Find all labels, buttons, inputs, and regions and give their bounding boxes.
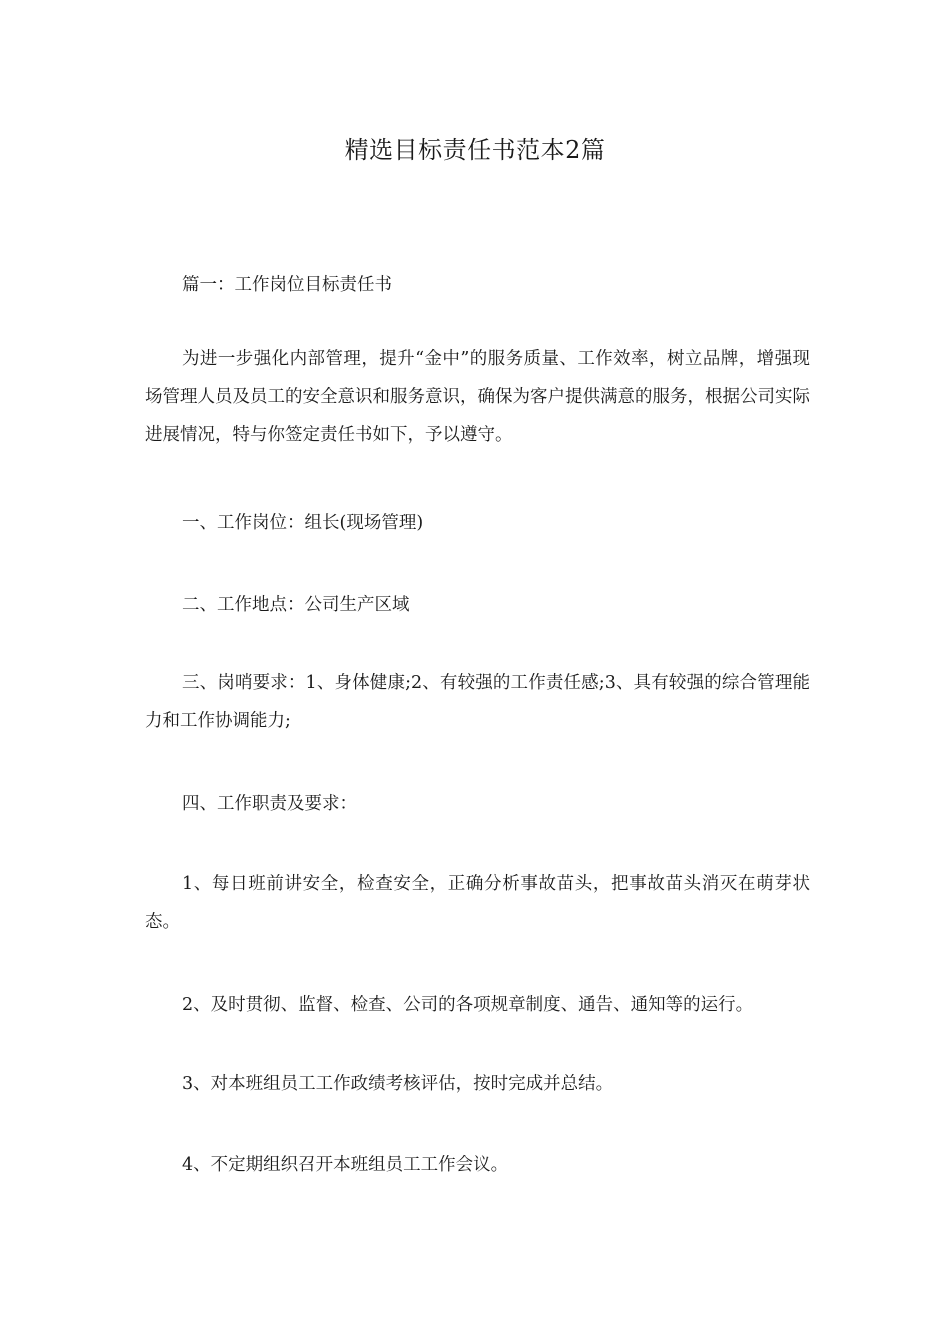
section-heading: 篇一：工作岗位目标责任书 xyxy=(182,275,392,295)
duties-heading: 四、工作职责及要求： xyxy=(182,794,357,814)
duty-item-4: 4、不定期组织召开本班组员工工作会议。 xyxy=(182,1155,509,1175)
job-position-line: 一、工作岗位：组长(现场管理) xyxy=(182,513,424,533)
post-requirements-paragraph: 三、岗哨要求：1、身体健康;2、有较强的工作责任感;3、具有较强的综合管理能力和工作协调能力; xyxy=(145,673,810,731)
work-location-line: 二、工作地点：公司生产区域 xyxy=(182,595,410,615)
document-title: 精选目标责任书范本2篇 xyxy=(344,136,606,164)
duty-item-3: 3、对本班组员工工作政绩考核评估，按时完成并总结。 xyxy=(182,1074,614,1094)
intro-paragraph: 为进一步强化内部管理，提升“金中”的服务质量、工作效率，树立品牌，增强现场管理人员及员工的安全意识和服务意识，确保为客户提供满意的服务，根据公司实际进展情况，特与你签定责任书如下，予以遵守。 xyxy=(145,349,810,445)
duty-item-2: 2、及时贯彻、监督、检查、公司的各项规章制度、通告、通知等的运行。 xyxy=(182,995,754,1015)
duty-item-1: 1、每日班前讲安全，检查安全，正确分析事故苗头，把事故苗头消灭在萌芽状态。 xyxy=(145,874,810,932)
